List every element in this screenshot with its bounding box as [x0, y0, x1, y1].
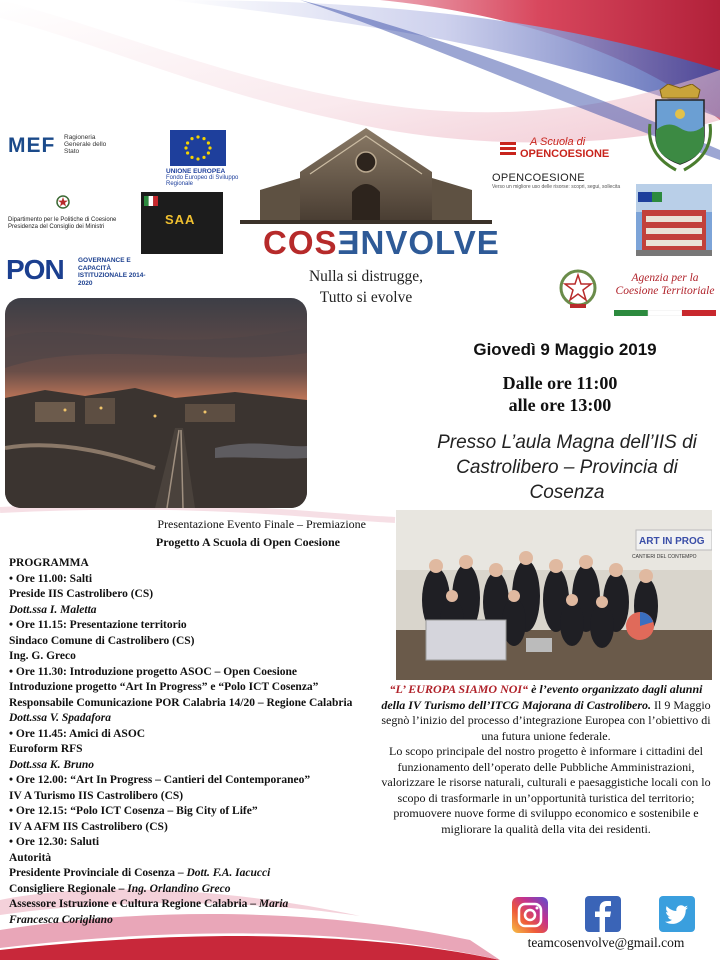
authority-line — [9, 897, 329, 928]
authority-name: Maria Francesca Corigliano — [9, 898, 289, 926]
description-intro: è l’evento organizzato dagli alunni della IV Turismo dell’ITCG Majorana di Castrolibero. — [381, 682, 703, 712]
authority-name: Dott. F.A. Iacucci — [186, 867, 271, 879]
event-venue: Presso L’aula Magna dell’IIS di Castrolibero – Provincia di Cosenza — [437, 432, 697, 503]
program-line: • Ore 11.15: Presentazione territorio — [9, 619, 187, 631]
dipartimento-logo — [8, 194, 140, 238]
castrolibero-sunset-photo — [5, 298, 307, 508]
eu-logo-title: UNIONE EUROPEA — [166, 168, 226, 175]
italian-republic-emblem-icon — [556, 266, 600, 312]
program-list — [9, 556, 381, 928]
eu-flag-icon — [170, 130, 226, 166]
program-line: Responsabile Comunicazione POR Calabria 14/20 – Regione Calabria — [9, 696, 353, 709]
eu-logo-sub: Fondo Europeo di Sviluppo Regionale — [166, 175, 239, 187]
program-line: Dott.ssa I. Maletta — [9, 603, 97, 616]
program-line: IV A AFM IIS Castrolibero (CS) — [9, 820, 168, 833]
program-line: • Ore 11.30: Introduzione progetto ASOC – Open Coesione — [9, 665, 298, 678]
program-line: Dott.ssa V. Spadafora — [9, 712, 112, 724]
church-facade-illustration — [240, 124, 492, 224]
authority-role: Assessore Istruzione e Cultura Regione Calabria – — [9, 898, 259, 910]
program-line: Ing. G. Greco — [9, 650, 76, 662]
mef-logo — [8, 132, 118, 162]
slogan-line-1: Nulla si distrugge, — [308, 268, 424, 285]
mef-logo-mark: MEF — [8, 134, 56, 157]
tricolor-stripe — [614, 310, 716, 316]
event-time-from: Dalle ore 11:00 — [502, 373, 618, 393]
municipal-crest-icon — [646, 84, 714, 172]
cosenvolve-wordmark — [263, 224, 500, 262]
twitter-icon[interactable] — [659, 896, 695, 932]
brand-name-b: ƎNVOLVE — [337, 224, 500, 261]
program-line: Dott.ssa K. Bruno — [9, 758, 95, 771]
program-line: Preside IIS Castrolibero (CS) — [9, 588, 154, 600]
students-group-photo — [396, 510, 712, 680]
ascuola-opencoesione-logo — [500, 136, 610, 166]
agenzia-coesione-logo — [556, 264, 716, 324]
presidenza-text: Presidenza del Consiglio dei Ministri — [8, 224, 105, 230]
ascuola-text: A Scuola di — [530, 136, 586, 148]
opencoesione-name: OPENCOESIONE — [492, 172, 585, 184]
program-line: • Ore 12.15: “Polo ICT Cosenza – Big City of Life” — [9, 805, 258, 817]
facebook-icon[interactable] — [585, 896, 621, 932]
description-rest: Il 9 Maggio segnò l’inizio del processo d’integrazione Europea con l’obiettivo di una futura unione federale. — [381, 697, 711, 743]
event-description — [378, 682, 714, 837]
slogan — [286, 266, 446, 308]
presentation-subtitle: Progetto A Scuola di Open Coesione — [155, 535, 340, 549]
program-line: • Ore 12.00: “Art In Progress – Cantieri del Contemporaneo” — [9, 774, 311, 786]
program-line: • Ore 11.45: Amici di ASOC — [9, 727, 146, 740]
program-line: PROGRAMMA — [9, 557, 89, 569]
opencoesione-mark-icon — [500, 142, 518, 158]
photo-banner-line1: ART IN PROG — [639, 536, 705, 547]
event-time-to: alle ore 13:00 — [508, 395, 612, 415]
authority-role: Presidente Provinciale di Cosenza – — [9, 867, 187, 879]
dipartimento-text: Dipartimento per le Politiche di Coesione — [8, 217, 117, 223]
slogan-line-2: Tutto si evolve — [319, 289, 413, 306]
pon-logo-text: GOVERNANCE E CAPACITÀ ISTITUZIONALE 2014-2020 — [78, 257, 146, 287]
brand-name-a: COS — [263, 224, 338, 261]
program-line: • Ore 11.00: Salti — [9, 572, 93, 585]
pon-logo-mark: PON — [6, 254, 64, 285]
presentation-title: Presentazione Evento Finale – Premiazione — [157, 517, 366, 531]
authority-role: Consigliere Regionale – — [9, 882, 128, 895]
program-line: Introduzione progetto “Art In Progress” e “Polo ICT Cosenza” — [9, 681, 319, 693]
program-line: Euroform RFS — [9, 743, 83, 755]
agency-text: Agenzia per la Coesione Territoriale — [615, 272, 715, 297]
program-line: Autorità — [9, 851, 52, 864]
contact-email[interactable]: teamcosenvolve@gmail.com — [527, 935, 685, 950]
program-line: Sindaco Comune di Castrolibero (CS) — [9, 634, 195, 647]
photo-banner-line2: CANTIERI DEL CONTEMPO — [632, 554, 697, 560]
opencoesione-tagline: Verso un migliore uso delle risorse: scopri, segui, sollecita — [492, 184, 621, 190]
saa-logo-mark: SAA — [165, 212, 196, 227]
saa-logo — [141, 192, 223, 254]
instagram-icon[interactable] — [512, 897, 548, 933]
description-paragraph-2: Lo scopo principale del nostro progetto è informare i cittadini del funzionamento dell’operato delle Pubbliche Amministrazioni, valorizzare le risorse naturali, culturali e paesaggistiche locali con lo scopo di trasformarle in un’opportunità turistica del territorio; promuovere nuove forme di sviluppo economico e sostenibile e migliorare la qualità della vita dei residenti. — [381, 744, 711, 836]
authority-name: Ing. Orlandino Greco — [127, 882, 231, 895]
authority-line — [9, 882, 381, 898]
description-highlight: “L’ EUROPA SIAMO NOI“ — [389, 682, 529, 696]
ascuola-opencoesione-text: OPENCOESIONE — [520, 148, 610, 160]
program-line: • Ore 12.30: Saluti — [9, 836, 100, 848]
program-line: IV A Turismo IIS Castrolibero (CS) — [9, 789, 184, 802]
italy-flag-icon — [144, 196, 158, 206]
authority-line — [9, 866, 381, 882]
school-building-image — [636, 184, 712, 256]
italy-emblem-icon — [56, 194, 70, 210]
pon-logo — [6, 254, 156, 288]
mef-logo-text: Ragioneria Generale dello Stato — [64, 134, 107, 155]
event-date: Giovedì 9 Maggio 2019 — [473, 340, 657, 359]
